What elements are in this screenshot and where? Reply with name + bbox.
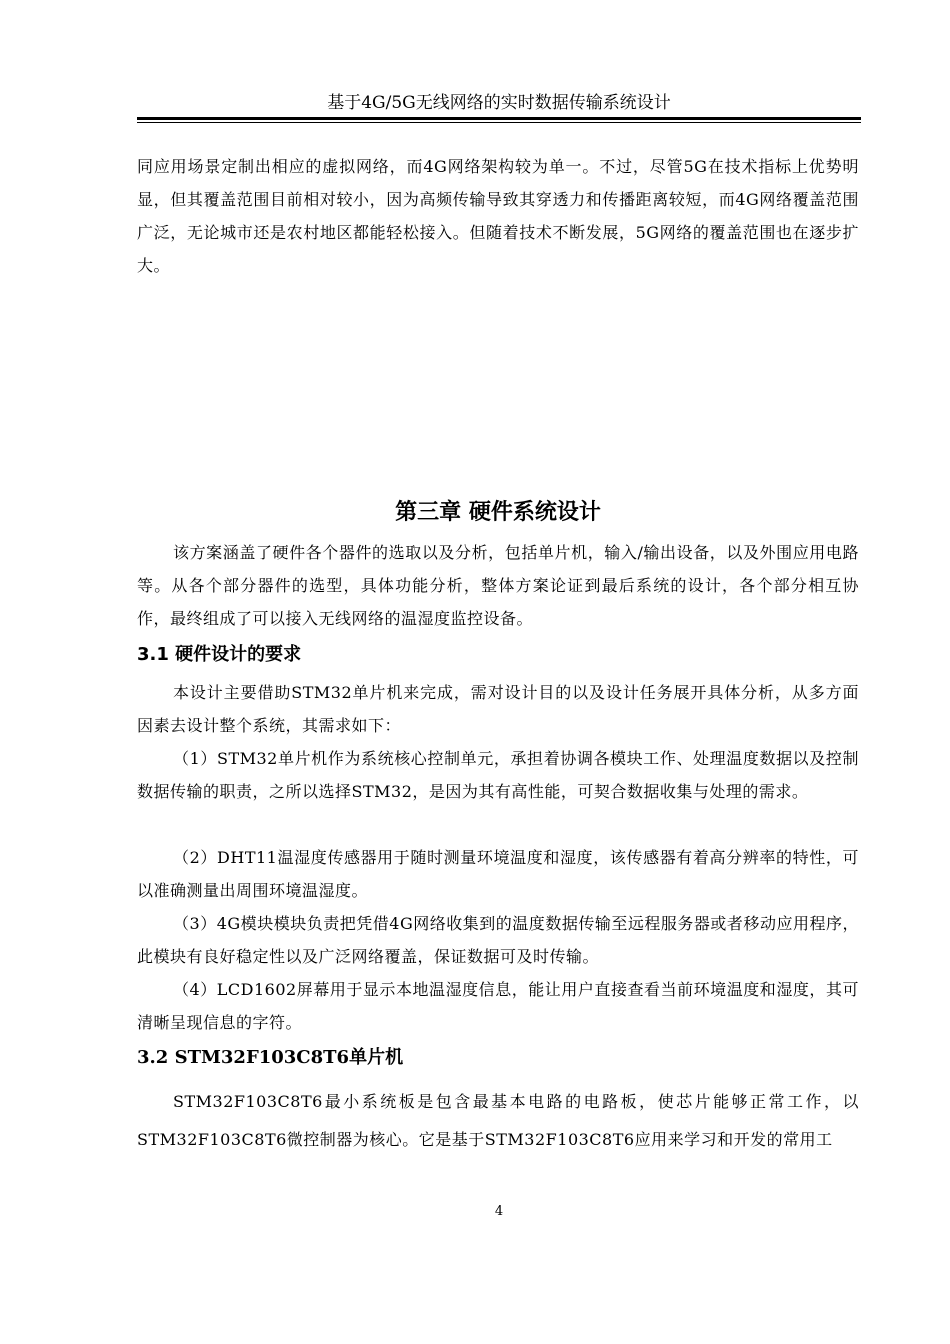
section-3-2-title: 3.2 STM32F103C8T6单片机 bbox=[137, 1047, 404, 1068]
section-3-1-lead-paragraph: 本设计主要借助STM32单片机来完成，需对设计目的以及设计任务展开具体分析，从多方面因素去设计整个系统，其需求如下： bbox=[137, 683, 859, 735]
page-number: 4 bbox=[494, 1204, 504, 1219]
requirement-item-3: （3）4G模块模块负责把凭借4G网络收集到的温度数据传输至远程服务器或者移动应用程序，此模块有良好稳定性以及广泛网络覆盖，保证数据可及时传输。 bbox=[137, 914, 859, 966]
requirement-item-2: （2）DHT11温湿度传感器用于随时测量环境温度和湿度，该传感器有着高分辨率的特性，可以准确测量出周围环境温湿度。 bbox=[137, 848, 859, 900]
running-header-title: 基于4G/5G无线网络的实时数据传输系统设计 bbox=[327, 93, 671, 113]
chapter-intro-paragraph: 该方案涵盖了硬件各个器件的选取以及分析，包括单片机，输入/输出设备，以及外围应用电路等。从各个部分器件的选型，具体功能分析，整体方案论证到最后系统的设计，各个部分相互协作，最终组成了可以接入无线网络的温湿度监控设备。 bbox=[137, 543, 859, 628]
section-3-1-title: 3.1 硬件设计的要求 bbox=[137, 644, 302, 665]
chapter-title: 第三章 硬件系统设计 bbox=[395, 500, 601, 525]
section-3-2-body-paragraph: STM32F103C8T6最小系统板是包含最基本电路的电路板，使芯片能够正常工作，以STM32F103C8T6微控制器为核心。它是基于STM32F103C8T6应用来学习和开发的常用工 bbox=[137, 1092, 859, 1149]
header-rule-thin bbox=[137, 122, 861, 123]
intro-paragraph: 同应用场景定制出相应的虚拟网络，而4G网络架构较为单一。不过，尽管5G在技术指标上优势明显，但其覆盖范围目前相对较小，因为高频传输导致其穿透力和传播距离较短，而4G网络覆盖范围广泛，无论城市还是农村地区都能轻松接入。但随着技术不断发展，5G网络的覆盖范围也在逐步扩大。 bbox=[137, 157, 859, 275]
requirement-item-4: （4）LCD1602屏幕用于显示本地温湿度信息，能让用户直接查看当前环境温度和湿度，其可清晰呈现信息的字符。 bbox=[137, 980, 859, 1032]
header-rule-thick bbox=[137, 117, 861, 120]
requirement-item-1: （1）STM32单片机作为系统核心控制单元，承担着协调各模块工作、处理温度数据以及控制数据传输的职责，之所以选择STM32，是因为其有高性能，可契合数据收集与处理的需求。 bbox=[137, 749, 859, 801]
